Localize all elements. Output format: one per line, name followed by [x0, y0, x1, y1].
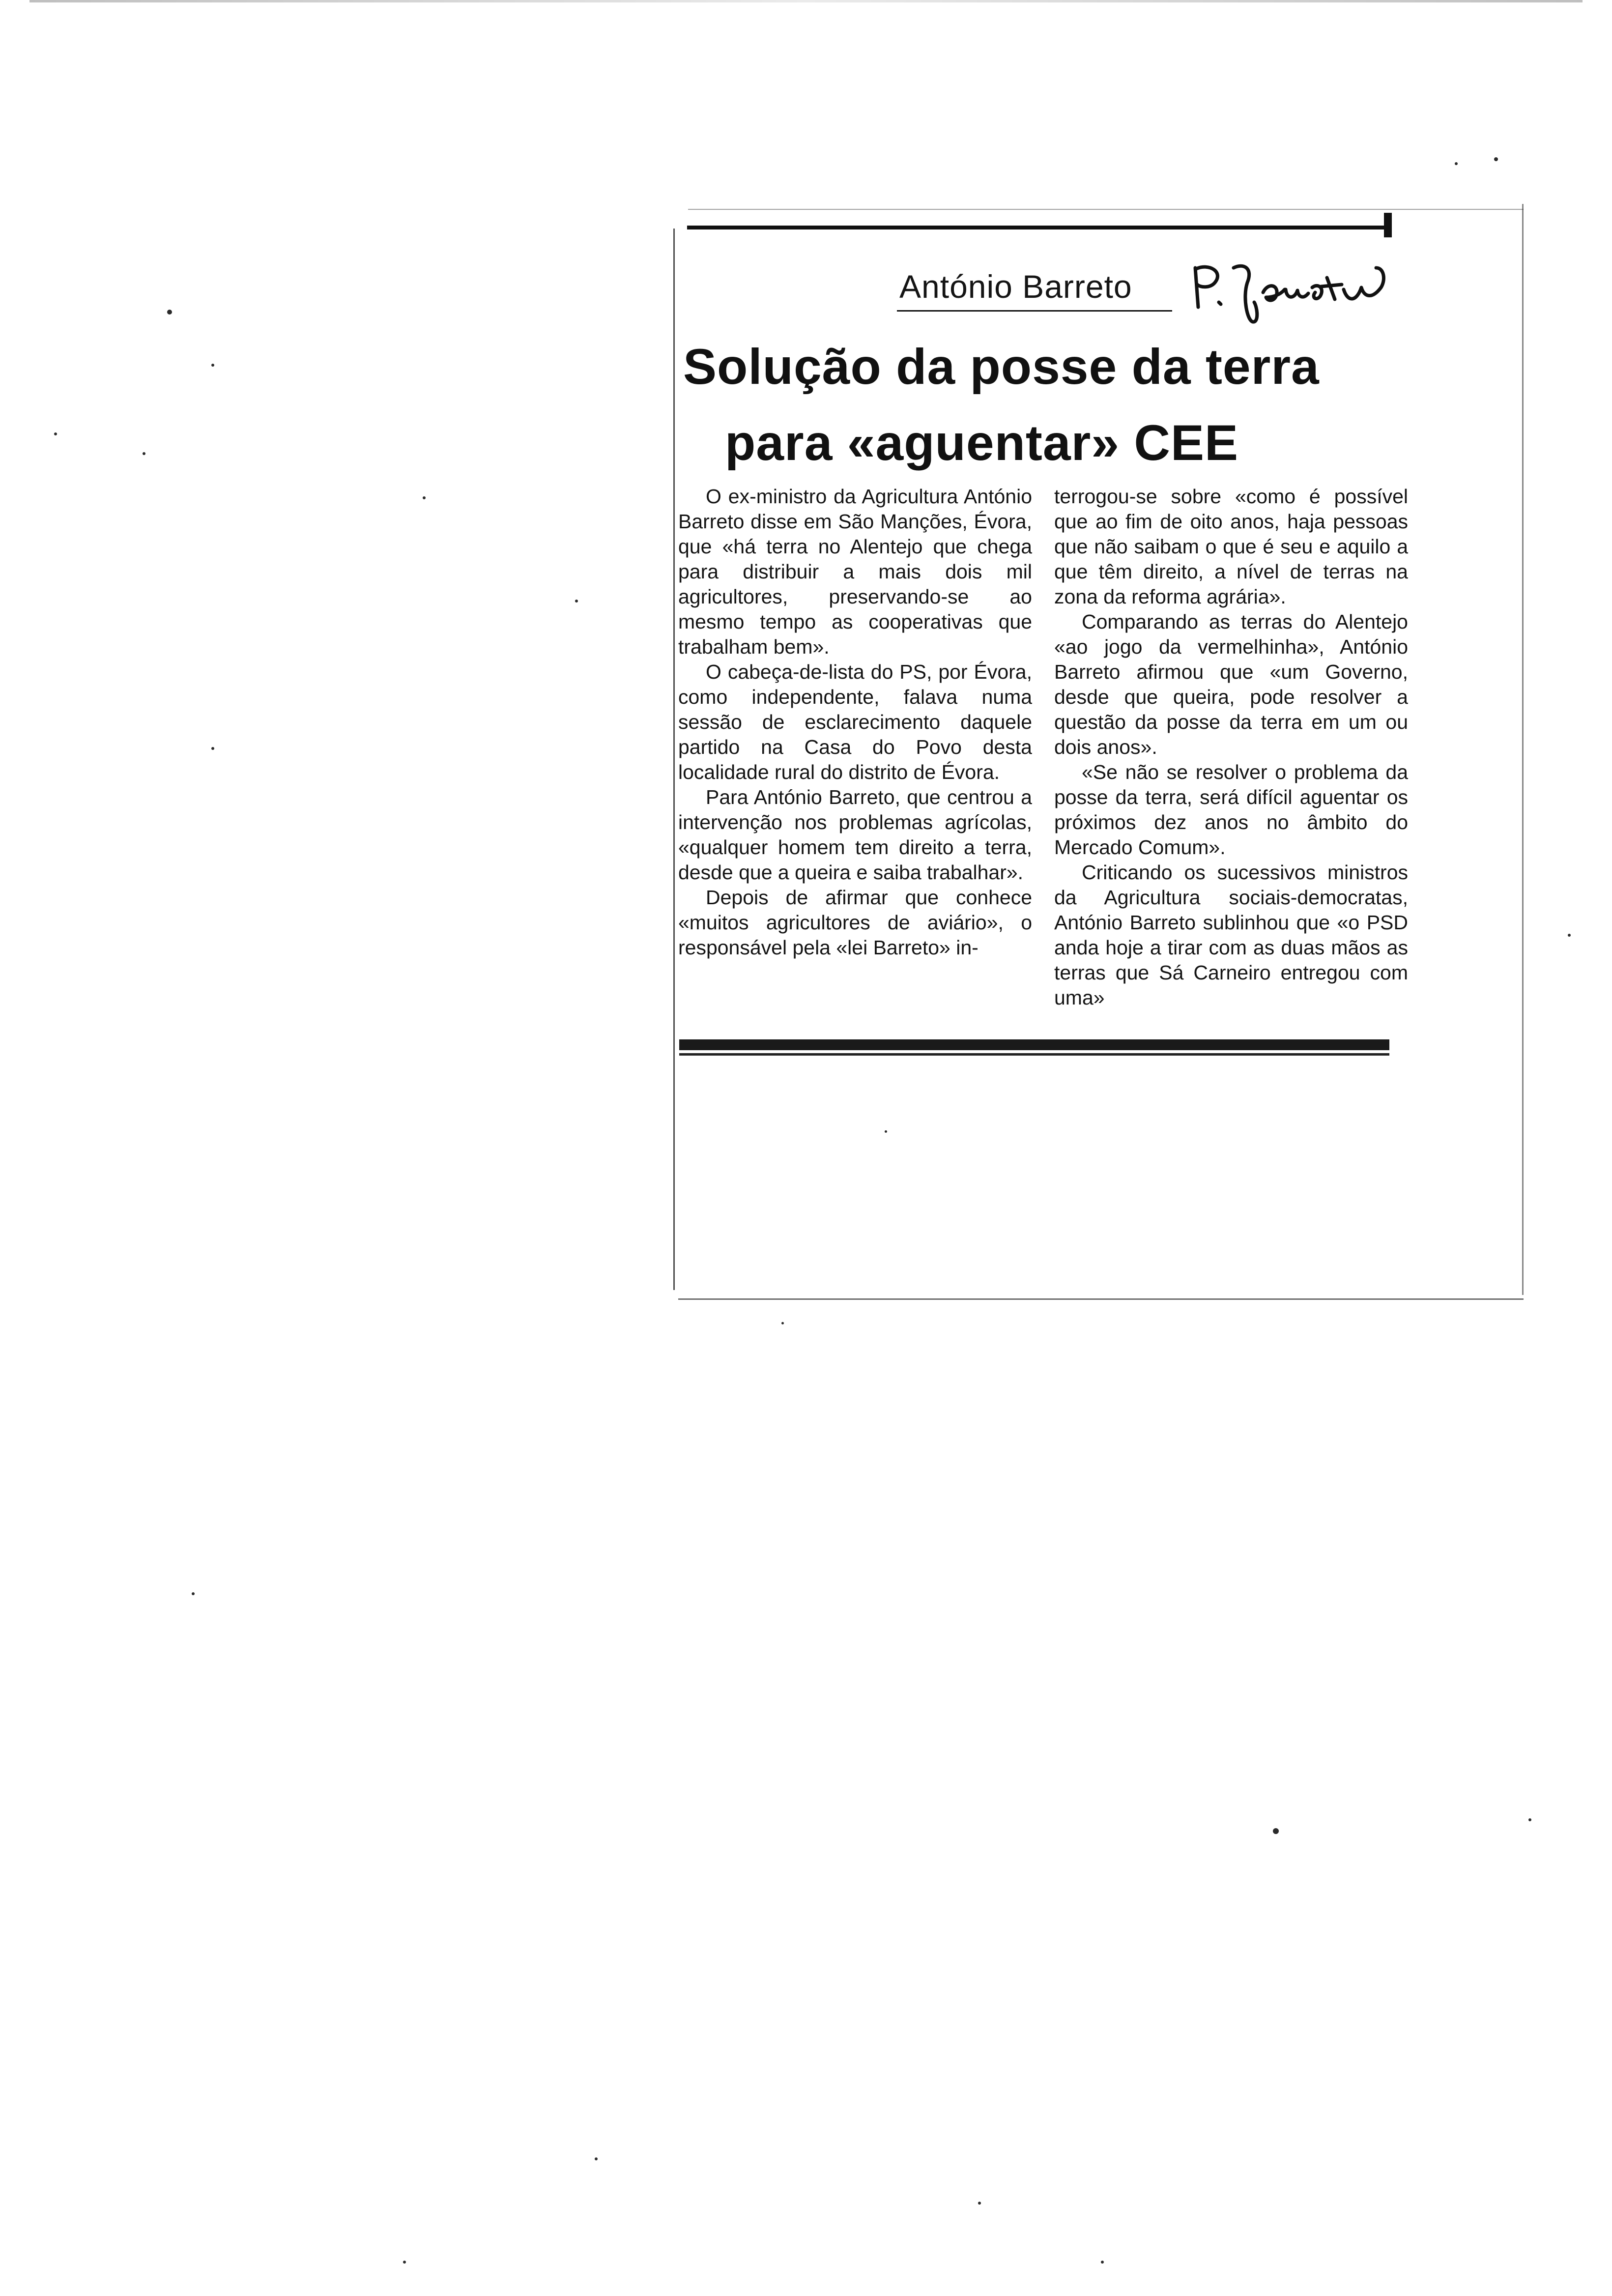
scan-top-edge	[29, 0, 1583, 2]
clipping-edge-left	[673, 229, 675, 1290]
scan-speck	[575, 600, 578, 603]
scan-speck	[143, 452, 145, 455]
newspaper-clipping	[673, 194, 1524, 1300]
scan-speck	[423, 496, 426, 499]
top-rule	[687, 226, 1390, 230]
article-column-right	[1054, 484, 1408, 1010]
clipping-edge-bottom	[678, 1298, 1524, 1300]
paragraph: Depois de afirmar que conhece «muitos agricultores de aviário», o responsável pela «lei Barreto» in-	[678, 886, 1032, 959]
handwritten-signature	[1189, 248, 1420, 332]
scan-speck	[167, 310, 172, 315]
paragraph: Comparando as terras do Alentejo «ao jogo da vermelhinha», António Barreto afirmou que «um Governo, desde que queira, pode resolver a questão da posse da terra em um ou dois anos».	[1054, 610, 1408, 758]
paragraph: terrogou-se sobre «como é possível que ao fim de oito anos, haja pessoas que não saibam o que é seu e aquilo a que têm direito, a nível de terras na zona da reforma agrária».	[1054, 485, 1408, 608]
paragraph: Criticando os sucessivos ministros da Agricultura sociais-democratas, António Barreto sublinhou que «o PSD anda hoje a tirar com as duas mãos as terras que Sá Carneiro entregou com uma»	[1054, 861, 1408, 1009]
clipping-edge-right	[1522, 204, 1524, 1295]
article-column-left	[678, 484, 1032, 960]
scan-speck	[54, 432, 57, 435]
scan-speck	[1273, 1828, 1279, 1834]
scan-speck	[211, 364, 214, 367]
byline: António Barreto	[899, 268, 1132, 305]
scan-speck	[403, 2261, 406, 2264]
byline-underline	[897, 310, 1172, 312]
headline-line-1: Solução da posse da terra	[683, 339, 1320, 395]
scan-speck	[192, 1592, 195, 1595]
scan-speck	[978, 2202, 981, 2205]
bottom-rule-thin	[679, 1053, 1389, 1056]
scan-speck	[1455, 162, 1458, 165]
scan-speck	[211, 747, 214, 750]
scan-speck	[595, 2157, 598, 2160]
clipping-edge-top	[688, 209, 1524, 210]
paragraph: Para António Barreto, que centrou a intervenção nos problemas agrícolas, «qualquer homem tem direito a terra, desde que a queira e saiba trabalhar».	[678, 786, 1032, 884]
headline-line-2: para «aguentar» CEE	[725, 415, 1239, 471]
scan-speck	[1528, 1818, 1531, 1821]
top-rule-end	[1384, 213, 1392, 237]
scan-speck	[1494, 157, 1498, 161]
paragraph: O cabeça-de-lista do PS, por Évora, como independente, falava numa sessão de esclarecimento daquele partido na Casa do Povo desta localidade rural do distrito de Évora.	[678, 660, 1032, 783]
bottom-rule	[679, 1039, 1389, 1050]
paragraph: O ex-ministro da Agricultura António Barreto disse em São Manções, Évora, que «há terra no Alentejo que chega para distribuir a mais dois mil agricultores, preservando-se ao mesmo tempo as cooperativas que trabalham bem».	[678, 485, 1032, 658]
paragraph: «Se não se resolver o problema da posse da terra, será difícil aguentar os próximos dez anos no âmbito do Mercado Comum».	[1054, 761, 1408, 859]
scan-speck	[781, 1322, 784, 1324]
scan-speck	[1568, 934, 1571, 937]
scan-speck	[1101, 2261, 1104, 2264]
